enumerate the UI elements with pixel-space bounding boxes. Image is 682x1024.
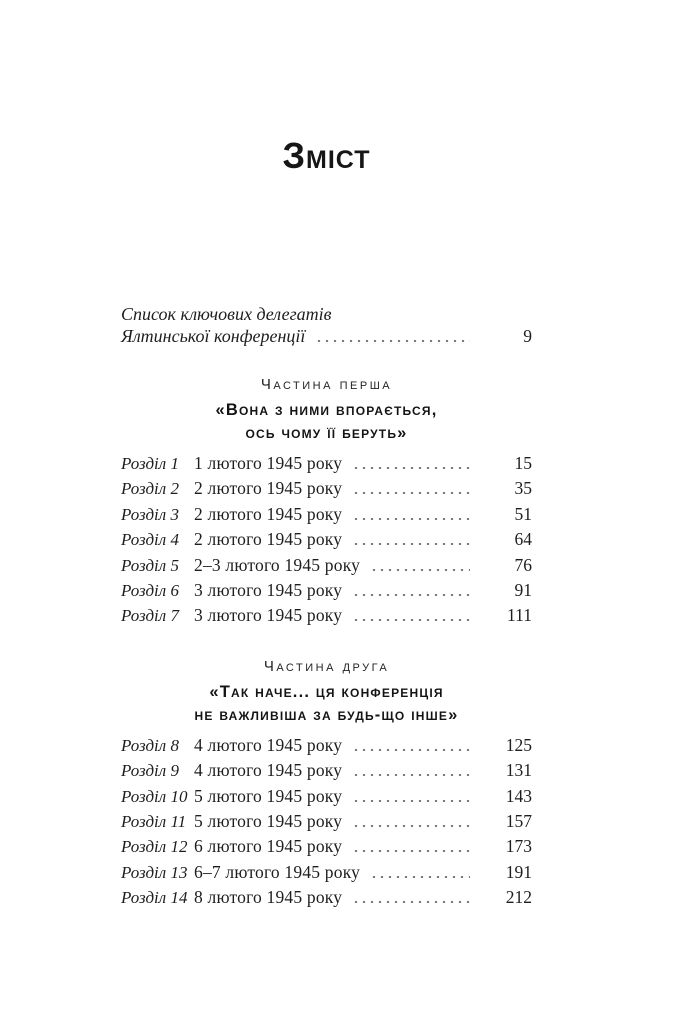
chapter-date: 4 лютого 1945 року: [194, 734, 343, 755]
chapter-label: Розділ 4: [121, 530, 179, 550]
chapter-label: Розділ 6: [121, 581, 179, 601]
chapter-date: 1 лютого 1945 року: [194, 453, 343, 473]
chapter-label: Розділ 8: [121, 735, 179, 755]
chapter-page-number: 143: [505, 785, 532, 806]
toc-parts: [121, 375, 532, 911]
chapter-date: 5 лютого 1945 року: [194, 811, 343, 832]
chapter-page-number: 51: [514, 503, 532, 524]
part-label: Частина перша: [260, 376, 393, 393]
chapter-date: 4 лютого 1945 року: [194, 760, 343, 781]
chapter-date: 2 лютого 1945 року: [194, 529, 343, 550]
chapter-date: 2 лютого 1945 року: [194, 503, 343, 524]
chapter-date: 5 лютого 1945 року: [194, 785, 343, 806]
chapter-page-number: 111: [507, 605, 532, 626]
dot-leader: [315, 340, 470, 342]
toc-part: [121, 657, 532, 911]
front-item-line2: Ялтинської конференції: [121, 326, 306, 346]
part-label: Частина друга: [263, 657, 390, 675]
toc-chapter-row: [121, 834, 532, 859]
chapter-list: [121, 733, 532, 911]
chapter-page-number: 35: [514, 478, 532, 499]
dot-leader: [352, 467, 470, 469]
dot-leader: [352, 850, 470, 852]
chapter-page-number: 15: [514, 453, 532, 473]
toc-chapter-row: [121, 758, 532, 783]
dot-leader: [352, 825, 470, 827]
chapter-page-number: 125: [505, 734, 532, 755]
toc-chapter-row: [121, 860, 532, 885]
dot-leader: [352, 492, 470, 494]
toc-chapter-row: [121, 784, 532, 809]
dot-leader: [352, 619, 470, 621]
chapter-date: 6–7 лютого 1945 року: [194, 861, 361, 882]
chapter-page-number: 64: [514, 529, 532, 550]
dot-leader: [370, 569, 470, 571]
toc-chapter-row: [121, 476, 532, 501]
chapter-page-number: 131: [505, 760, 532, 781]
chapter-label: Розділ 5: [121, 555, 179, 575]
part-quote-line1: «Вона з ними впорається,: [215, 401, 438, 419]
toc-chapter-row: [121, 809, 532, 834]
front-item-page-number: 9: [523, 326, 532, 346]
page-title: Зміст: [282, 135, 371, 176]
chapter-date: 2–3 лютого 1945 року: [194, 554, 361, 575]
chapter-label: Розділ 14: [121, 888, 188, 908]
toc-part: [121, 375, 532, 629]
part-quote-line2: ось чому її беруть»: [245, 424, 408, 442]
chapter-date: 3 лютого 1945 року: [194, 605, 343, 626]
dot-leader: [352, 800, 470, 802]
chapter-label: Розділ 9: [121, 761, 179, 781]
toc-chapter-row: [121, 451, 532, 476]
toc-chapter-row: [121, 885, 532, 910]
chapter-page-number: 76: [514, 554, 532, 575]
chapter-page-number: 91: [514, 580, 532, 601]
chapter-page-number: 212: [505, 887, 532, 908]
chapter-date: 2 лютого 1945 року: [194, 478, 343, 499]
chapter-date: 8 лютого 1945 року: [194, 887, 343, 908]
chapter-date: 3 лютого 1945 року: [194, 580, 343, 601]
chapter-label: Розділ 11: [121, 812, 187, 832]
dot-leader: [352, 594, 470, 596]
chapter-list: [121, 451, 532, 629]
chapter-label: Розділ 3: [121, 504, 179, 524]
chapter-label: Розділ 2: [121, 479, 179, 499]
chapter-label: Розділ 13: [121, 862, 188, 882]
chapter-page-number: 191: [505, 861, 532, 882]
dot-leader: [352, 749, 470, 751]
toc-chapter-row: [121, 603, 532, 628]
front-item-row: [121, 325, 532, 347]
part-quote-line1: «Так наче... ця конференція: [209, 682, 444, 701]
dot-leader: [370, 876, 470, 878]
chapter-page-number: 173: [505, 836, 532, 857]
toc-chapter-row: [121, 502, 532, 527]
part-quote: [121, 681, 532, 727]
dot-leader: [352, 543, 470, 545]
part-quote: [121, 399, 532, 445]
chapter-page-number: 157: [505, 811, 532, 832]
chapter-label: Розділ 10: [121, 786, 188, 806]
dot-leader: [352, 518, 470, 520]
part-quote-line2: не важливіша за будь-що інше»: [194, 705, 459, 724]
chapter-label: Розділ 12: [121, 837, 188, 857]
toc-chapter-row: [121, 578, 532, 603]
toc-chapter-row: [121, 553, 532, 578]
dot-leader: [352, 774, 470, 776]
toc-chapter-row: [121, 733, 532, 758]
chapter-label: Розділ 7: [121, 606, 179, 626]
front-item-line1: Список ключових делегатів: [121, 304, 332, 324]
dot-leader: [352, 901, 470, 903]
toc-content: [121, 0, 532, 911]
chapter-label: Розділ 1: [121, 454, 179, 473]
chapter-date: 6 лютого 1945 року: [194, 836, 343, 857]
toc-front-item: [121, 303, 532, 347]
toc-chapter-row: [121, 527, 532, 552]
